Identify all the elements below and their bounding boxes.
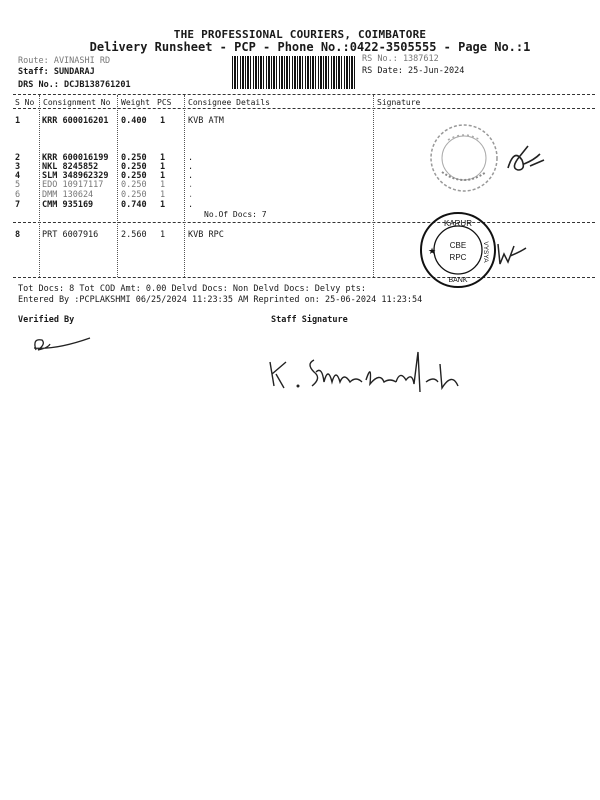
row-weight: 0.250	[121, 190, 147, 200]
staff-signature-label: Staff Signature	[271, 315, 348, 325]
route-label: Route: AVINASHI RD	[18, 56, 111, 66]
consignee-signature	[500, 140, 550, 180]
row-weight: 0.400	[121, 116, 147, 126]
row-weight: 0.250	[121, 153, 147, 163]
row-consignment: EDO 10917117	[42, 180, 104, 190]
bank-stamp-faded	[428, 122, 500, 194]
row-sno: 5	[15, 180, 21, 190]
row-consignment: PRT 6007916	[42, 230, 99, 240]
barcode	[232, 56, 356, 89]
column-header-pcs: PCS	[157, 98, 172, 107]
column-header-sno: S No	[15, 98, 35, 107]
row-sno: 7	[15, 200, 21, 210]
runsheet-title: Delivery Runsheet - PCP - Phone No.:0422-3505555 - Page No.:1	[89, 40, 531, 54]
row-consignment: KRR 600016201	[42, 116, 109, 126]
row-consignment: KRR 600016199	[42, 153, 109, 163]
row-pcs: 1	[160, 230, 166, 240]
stamp-text-rpc: RPC	[449, 253, 467, 262]
row-pcs: 1	[160, 162, 166, 172]
row-weight: 0.250	[121, 162, 147, 172]
row-sno: 6	[15, 190, 21, 200]
rs-number: RS No.: 1387612	[362, 54, 439, 64]
row-weight: 0.740	[121, 200, 147, 210]
row-weight: 0.250	[121, 171, 147, 181]
row-consignee: .	[188, 162, 194, 172]
row-sno: 1	[15, 116, 21, 126]
svg-text:★: ★	[428, 247, 437, 257]
row-sno: 2	[15, 153, 21, 163]
column-header-consignee: Consignee Details	[188, 98, 270, 107]
group-divider-rule	[13, 222, 595, 223]
col-sep	[184, 95, 185, 277]
row-pcs: 1	[160, 190, 166, 200]
consignee-signature-2	[494, 238, 530, 270]
table-header-rule	[13, 108, 595, 109]
verifier-signature	[26, 330, 96, 358]
entered-by-line: Entered By :PCPLAKSHMI 06/25/2024 11:23:35 AM Reprinted on: 25-06-2024 11:23:54	[18, 295, 423, 305]
totals-line: Tot Docs: 8 Tot COD Amt: 0.00 Delvd Docs: Non Delvd Docs: Delvy pts:	[18, 284, 366, 294]
row-consignee: .	[188, 171, 194, 181]
stamp-text-karur: KARUR	[443, 219, 473, 228]
no-of-docs: No.Of Docs: 7	[204, 210, 267, 219]
row-consignee: .	[188, 153, 194, 163]
staff-signature	[262, 342, 482, 398]
bank-stamp-cbe-rpc	[418, 210, 498, 290]
drs-number: DRS No.: DCJB138761201	[18, 80, 131, 90]
row-consignee: KVB ATM	[188, 116, 224, 126]
row-weight: 2.560	[121, 230, 147, 240]
table-top-rule	[13, 94, 595, 95]
row-sno: 3	[15, 162, 21, 172]
row-consignment: CMM 935169	[42, 200, 94, 210]
row-pcs: 1	[160, 180, 166, 190]
row-sno: 4	[15, 171, 21, 181]
row-consignee: .	[188, 200, 194, 210]
row-consignee: .	[188, 190, 194, 200]
row-consignment: SLM 348962329	[42, 171, 109, 181]
table-bottom-rule	[13, 277, 595, 278]
col-sep	[117, 95, 118, 277]
verified-by-label: Verified By	[18, 315, 75, 325]
stamp-text-cbe: CBE	[449, 241, 467, 250]
row-pcs: 1	[160, 171, 166, 181]
col-sep	[39, 95, 40, 277]
row-sno: 8	[15, 230, 21, 240]
row-pcs: 1	[160, 116, 166, 126]
col-sep	[373, 95, 374, 277]
row-pcs: 1	[160, 200, 166, 210]
stamp-text-vysya: VYSYA	[482, 241, 489, 263]
row-consignee: .	[188, 180, 194, 190]
company-title: THE PROFESSIONAL COURIERS, COIMBATORE	[173, 28, 427, 41]
staff-label: Staff: SUNDARAJ	[18, 67, 95, 77]
row-weight: 0.250	[121, 180, 147, 190]
stamp-text-bank: BANK	[448, 277, 468, 284]
row-consignee: KVB RPC	[188, 230, 224, 240]
row-consignment: DMM 130624	[42, 190, 94, 200]
row-consignment: NKL 8245852	[42, 162, 99, 172]
column-header-weight: Weight	[121, 98, 150, 107]
rs-date: RS Date: 25-Jun-2024	[362, 66, 465, 76]
column-header-consignment: Consignment No	[43, 98, 111, 107]
column-header-signature: Signature	[377, 98, 421, 107]
row-pcs: 1	[160, 153, 166, 163]
